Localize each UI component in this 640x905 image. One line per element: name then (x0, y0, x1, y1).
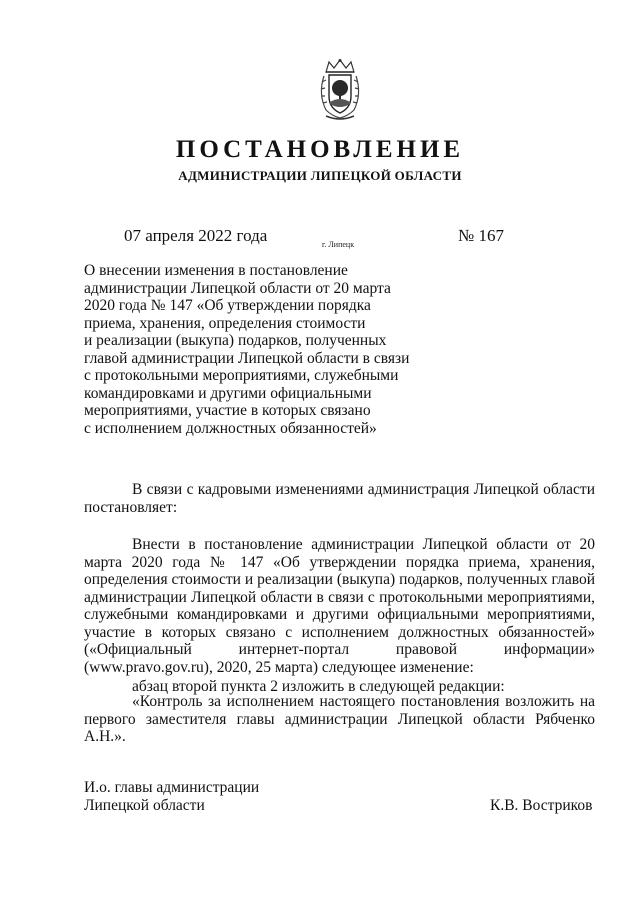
body-paragraph-intro (84, 481, 595, 516)
subject-line: главой администрации Липецкой области в связи (84, 349, 410, 367)
body-paragraph-main (84, 536, 595, 676)
document-subject (84, 262, 464, 437)
main-text: Внести в постановление администрации Липецкой области от 20 марта 2020 года № 147 «Об утверждении порядка приема, хранения, определения стоимости и реализации (выкупа) подарков, полученных главой администрации Липецкой области в связи с протокольными мероприятиями, служебными командировками и другими официальными мероприятиями, участие в которых связано с исполнением должностных обязанностей» («Официальный интернет-портал правовой информации» (www.pravo.gov.ru), 2020, 25 марта) следующее изменение: (84, 536, 595, 676)
signatory-position-line: И.о. главы администрации (84, 779, 260, 796)
document-city: г. Липецк (322, 240, 355, 249)
subject-line: и реализации (выкупа) подарков, полученных (84, 332, 387, 349)
subject-line: командировками и другими официальными (84, 384, 372, 402)
coat-of-arms-emblem (316, 58, 364, 122)
abzac-text: абзац второй пункта 2 изложить в следующей редакции: (132, 678, 505, 695)
signatory-name: К.В. Востриков (490, 797, 593, 814)
document-subtitle: АДМИНИСТРАЦИИ ЛИПЕЦКОЙ ОБЛАСТИ (178, 168, 462, 183)
quote-text: «Контроль за исполнением настоящего постановления возложить на первого заместителя главы администрации Липецкой области Рябченко А.Н.». (84, 693, 595, 745)
subject-line: О внесении изменения в постановление (84, 262, 348, 279)
document-title: ПОСТАНОВЛЕНИЕ (175, 136, 465, 163)
document-number: № 167 (458, 226, 504, 245)
subject-line: мероприятиями, участие в которых связано (84, 402, 371, 419)
subject-line: с исполнением должностных обязанностей» (84, 419, 377, 437)
signatory-position-line: Липецкой области (84, 797, 205, 814)
subject-line: администрации Липецкой области от 20 марта (84, 279, 391, 297)
document-date: 07 апреля 2022 года (124, 226, 268, 245)
subject-line: 2020 года № 147 «Об утверждении порядка (84, 297, 371, 314)
intro-text: В связи с кадровыми изменениями администрация Липецкой области постановляет: (84, 481, 595, 516)
subject-line: приема, хранения, определения стоимости (84, 314, 366, 332)
signatory-position (84, 779, 259, 815)
subject-line: с протокольными мероприятиями, служебными (84, 367, 399, 384)
body-paragraph-quote (84, 693, 595, 746)
